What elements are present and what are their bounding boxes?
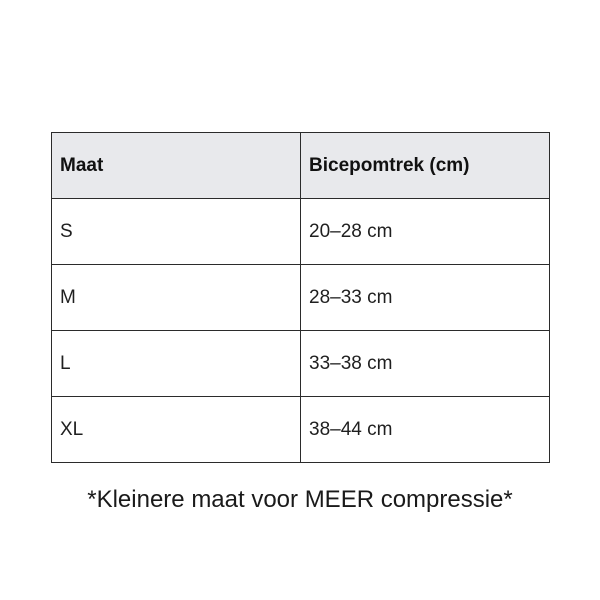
bicep-range-cell: 33–38 cm <box>301 331 550 397</box>
table-row <box>52 265 550 331</box>
size-cell: XL <box>52 397 301 463</box>
size-cell: M <box>52 265 301 331</box>
table-body <box>52 199 550 463</box>
bicep-range-cell: 38–44 cm <box>301 397 550 463</box>
compression-footnote: *Kleinere maat voor MEER compressie* <box>87 486 513 513</box>
size-cell: L <box>52 331 301 397</box>
table-row <box>52 199 550 265</box>
table-row <box>52 331 550 397</box>
size-cell: S <box>52 199 301 265</box>
header-size: Maat <box>52 133 301 199</box>
bicep-range-cell: 20–28 cm <box>301 199 550 265</box>
size-chart-table <box>51 132 550 463</box>
table-row <box>52 397 550 463</box>
bicep-range-cell: 28–33 cm <box>301 265 550 331</box>
header-bicep-circumference: Bicepomtrek (cm) <box>301 133 550 199</box>
table-header-row <box>52 133 550 199</box>
table-header <box>52 133 550 199</box>
